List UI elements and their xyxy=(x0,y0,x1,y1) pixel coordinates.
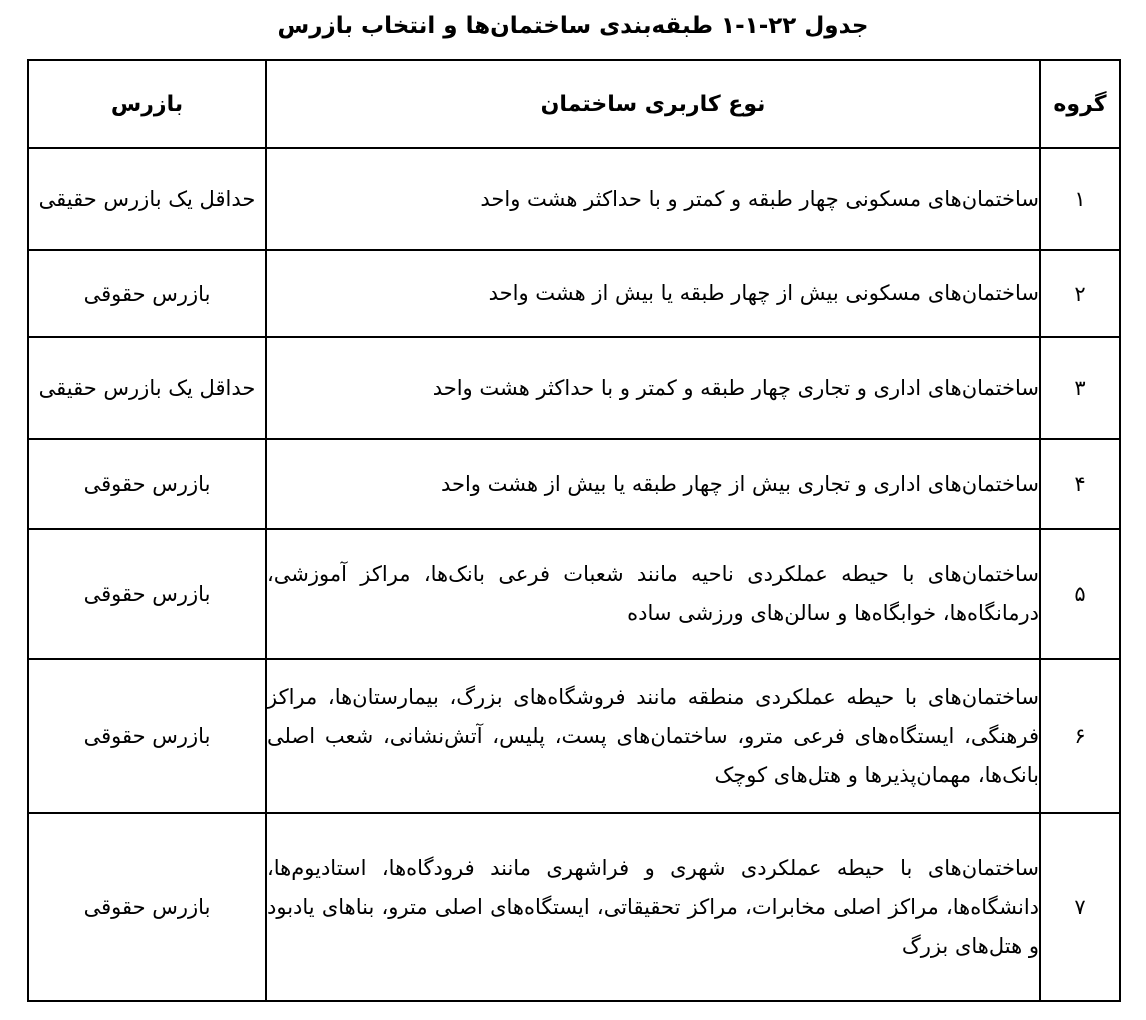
usage-type-cell: ساختمان‌های با حیطه عملکردی ناحیه مانند شعبات فرعی بانک‌ها، مراکز آموزشی، درمانگاه‌ها، خوابگاه‌ها و سالن‌های ورزشی ساده xyxy=(266,529,1040,659)
usage-type-cell: ساختمان‌های با حیطه عملکردی شهری و فراشهری مانند فرودگاه‌ها، استادیوم‌ها، دانشگاه‌ها، مراکز اصلی مخابرات، مراکز تحقیقاتی، ایستگاه‌های اصلی مترو، بناهای یادبود و هتل‌های بزرگ xyxy=(266,813,1040,1001)
inspector-cell: بازرس حقوقی xyxy=(28,813,266,1001)
header-row xyxy=(28,60,1120,148)
inspector-cell: بازرس حقوقی xyxy=(28,439,266,529)
table-row xyxy=(28,337,1120,439)
building-classification-table xyxy=(27,59,1121,1002)
table-title: جدول ۲۲-۱-۱ طبقه‌بندی ساختمان‌ها و انتخاب بازرس xyxy=(277,13,869,39)
header-group: گروه xyxy=(1040,60,1120,148)
inspector-cell: بازرس حقوقی xyxy=(28,250,266,337)
group-cell: ۷ xyxy=(1040,813,1120,1001)
usage-type-cell: ساختمان‌های اداری و تجاری چهار طبقه و کمتر و با حداکثر هشت واحد xyxy=(266,337,1040,439)
table-row xyxy=(28,529,1120,659)
inspector-cell: حداقل یک بازرس حقیقی xyxy=(28,337,266,439)
table-row xyxy=(28,659,1120,813)
group-cell: ۵ xyxy=(1040,529,1120,659)
header-inspector: بازرس xyxy=(28,60,266,148)
usage-type-cell: ساختمان‌های اداری و تجاری بیش از چهار طبقه یا بیش از هشت واحد xyxy=(266,439,1040,529)
group-cell: ۳ xyxy=(1040,337,1120,439)
inspector-cell: بازرس حقوقی xyxy=(28,659,266,813)
group-cell: ۲ xyxy=(1040,250,1120,337)
table-row xyxy=(28,148,1120,250)
usage-type-cell: ساختمان‌های مسکونی چهار طبقه و کمتر و با حداکثر هشت واحد xyxy=(266,148,1040,250)
table-row xyxy=(28,250,1120,337)
group-cell: ۱ xyxy=(1040,148,1120,250)
inspector-cell: حداقل یک بازرس حقیقی xyxy=(28,148,266,250)
table-row xyxy=(28,813,1120,1001)
header-usage-type: نوع کاربری ساختمان xyxy=(266,60,1040,148)
inspector-cell: بازرس حقوقی xyxy=(28,529,266,659)
usage-type-cell: ساختمان‌های مسکونی بیش از چهار طبقه یا بیش از هشت واحد xyxy=(266,250,1040,337)
usage-type-cell: ساختمان‌های با حیطه عملکردی منطقه مانند فروشگاه‌های بزرگ، بیمارستان‌ها، مراکز فرهنگی، ایستگاه‌های فرعی مترو، ساختمان‌های پست، پلیس، آتش‌نشانی، شعب اصلی بانک‌ها، مهمان‌پذیرها و هتل‌های کوچک xyxy=(266,659,1040,813)
group-cell: ۶ xyxy=(1040,659,1120,813)
group-cell: ۴ xyxy=(1040,439,1120,529)
table-row xyxy=(28,439,1120,529)
